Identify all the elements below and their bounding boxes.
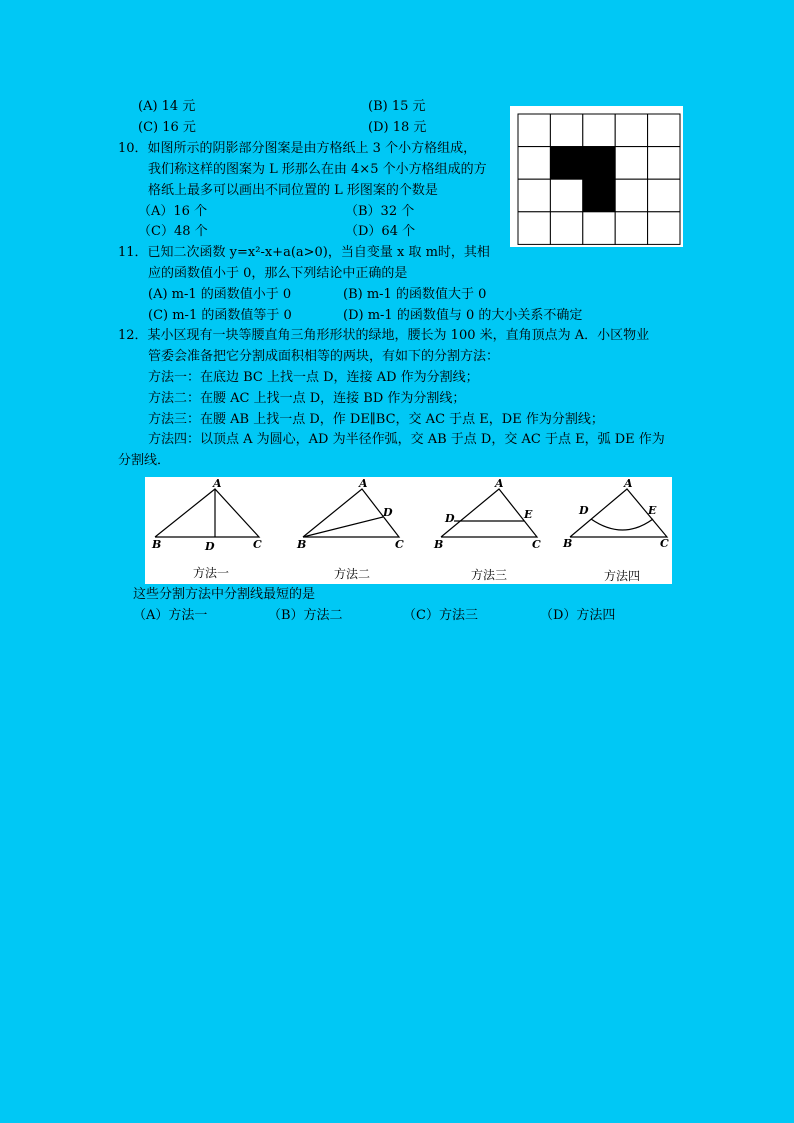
q9-option-c: (C) 16 元 (138, 120, 196, 135)
q11-stem-line2: 应的函数值小于 0，那么下列结论中正确的是 (148, 266, 408, 281)
l-shape-grid-figure (510, 106, 683, 247)
grid-cell (648, 179, 680, 212)
q10-stem-line1: 10．如图所示的阴影部分图案是由方格纸上 3 个小方格组成， (118, 141, 477, 156)
grid-cell (518, 114, 550, 147)
q11-option-d: (D) m-1 的函数值与 0 的大小关系不确定 (343, 308, 583, 323)
label-b-4: B (563, 537, 573, 550)
q11-option-a: (A) m-1 的函数值小于 0 (148, 287, 292, 302)
label-c-4: C (660, 537, 669, 550)
caption-method-2: 方法二 (334, 567, 371, 581)
grid-cell (615, 212, 647, 245)
label-a-4: A (624, 477, 633, 490)
q12-method-2: 方法二：在腰 AC 上找一点 D，连接 BD 作为分割线； (148, 391, 466, 406)
caption-method-3: 方法三 (471, 568, 508, 582)
grid-cell (615, 147, 647, 180)
q11-option-b: (B) m-1 的函数值大于 0 (343, 287, 487, 302)
q12-method-1: 方法一：在底边 BC 上找一点 D，连接 AD 作为分割线； (148, 370, 479, 385)
label-b-1: B (152, 538, 162, 551)
q9-option-a: (A) 14 元 (138, 99, 196, 114)
q12-stem-line1: 12．某小区现有一块等腰直角三角形形状的绿地，腰长为 100 米，直角顶点为 A．小区物业 (118, 328, 650, 343)
q12-method-4: 方法四：以顶点 A 为圆心，AD 为半径作弧，交 AB 于点 D，交 AC 于点 E，弧 DE 作为 (148, 432, 665, 447)
triangle-figures (145, 477, 672, 584)
grid-cell-shaded (583, 179, 615, 212)
grid-cell-shaded (583, 147, 615, 180)
grid-cell (518, 147, 550, 180)
q12-option-b: （B）方法二 (268, 608, 343, 623)
q11-option-c: (C) m-1 的函数值等于 0 (148, 308, 292, 323)
label-c-2: C (395, 538, 404, 551)
grid-cell (550, 179, 582, 212)
grid-cell (550, 212, 582, 245)
q10-option-d: （D）64 个 (345, 224, 416, 239)
q10-option-b: （B）32 个 (345, 204, 415, 219)
q9-option-b: (B) 15 元 (368, 99, 426, 114)
q10-option-a: （A）16 个 (138, 204, 208, 219)
q11-stem-line1: 11．已知二次函数 y=x²-x+a(a>0)，当自变量 x 取 m时，其相 (118, 245, 490, 260)
q12-option-c: （C）方法三 (403, 608, 478, 623)
q12-method-4-cont: 分割线． (118, 453, 171, 468)
triangle-1 (155, 489, 259, 537)
q9-option-d: (D) 18 元 (368, 120, 427, 135)
grid-cell (550, 114, 582, 147)
grid-cell (583, 212, 615, 245)
q12-method-3: 方法三：在腰 AB 上找一点 D，作 DE∥BC，交 AC 于点 E，DE 作为分割线； (148, 412, 604, 427)
label-c-1: C (253, 538, 262, 551)
label-b-2: B (297, 538, 307, 551)
label-b-3: B (434, 538, 444, 551)
label-e-4: E (648, 504, 657, 517)
grid-cell (583, 114, 615, 147)
q12-option-a: （A）方法一 (133, 608, 208, 623)
q10-option-c: （C）48 个 (138, 224, 208, 239)
label-a-2: A (359, 477, 368, 490)
grid-cell (648, 147, 680, 180)
q12-question: 这些分割方法中分割线最短的是 (133, 587, 316, 602)
q12-stem-line2: 管委会准备把它分割成面积相等的两块，有如下的分割方法： (148, 349, 500, 364)
grid-cell (615, 114, 647, 147)
caption-method-1: 方法一 (193, 566, 230, 580)
label-d-3: D (445, 512, 455, 525)
grid-cell (518, 212, 550, 245)
label-c-3: C (532, 538, 541, 551)
q10-stem-line2: 我们称这样的图案为 L 形那么在由 4×5 个小方格组成的方 (148, 162, 487, 177)
label-d-4: D (579, 504, 589, 517)
grid-cell (615, 179, 647, 212)
grid-cell (518, 179, 550, 212)
label-a-3: A (495, 477, 504, 490)
grid-svg (510, 106, 683, 247)
label-a-1: A (213, 477, 222, 490)
q12-option-d: （D）方法四 (540, 608, 616, 623)
grid-cell (648, 212, 680, 245)
grid-cell-shaded (550, 147, 582, 180)
label-e-3: E (524, 508, 533, 521)
caption-method-4: 方法四 (604, 569, 641, 583)
label-d-1: D (205, 540, 215, 553)
grid-cell (648, 114, 680, 147)
triangle-3 (441, 489, 537, 537)
q10-stem-line3: 格纸上最多可以画出不同位置的 L 形图案的个数是 (148, 183, 438, 198)
divide-arc-de (591, 519, 653, 530)
label-d-2: D (383, 506, 393, 519)
